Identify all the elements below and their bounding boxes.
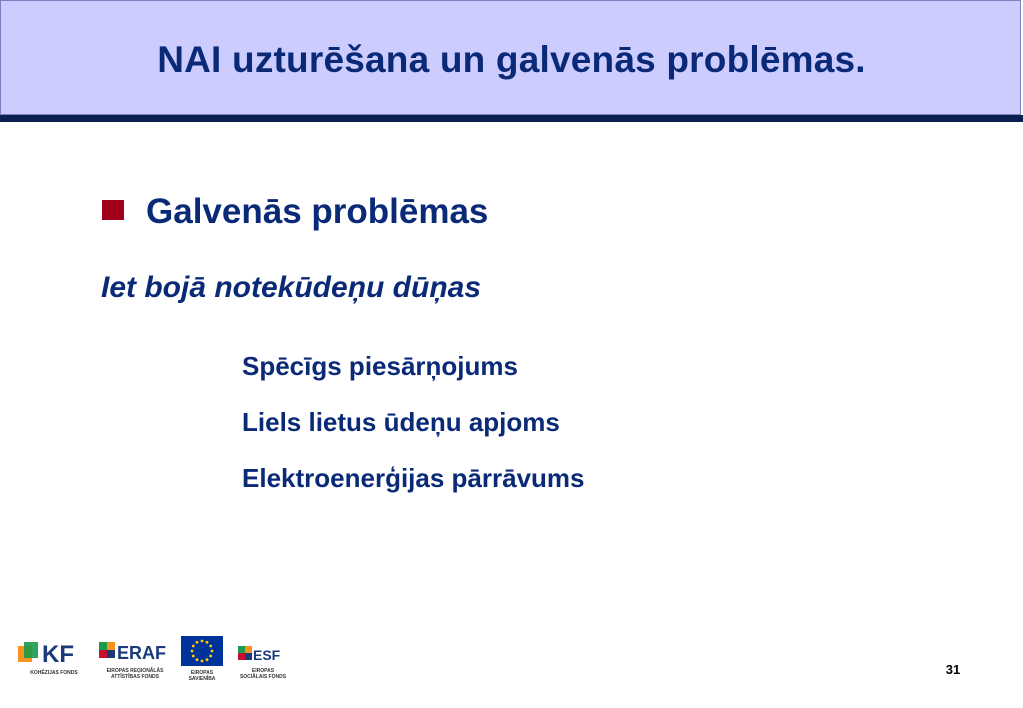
esf-logo-caption: EIROPAS SOCIĀLAIS FONDS [239,668,287,680]
erf-logo-caption: EIROPAS REĢIONĀLĀS ATTĪSTĪBAS FONDS [106,668,164,680]
problem-item: Spēcīgs piesārņojums [242,351,518,381]
esf-logo [238,636,288,682]
eu-flag-logo [181,636,223,680]
section-heading: Galvenās problēmas [146,192,489,231]
kf-logo-mark-icon [18,636,90,670]
esf-logo-mark: ESF [253,647,281,663]
slide-title: NAI uzturēšana un galvenās problēmas. [157,39,866,80]
erf-logo-mark-icon [97,636,173,666]
title-divider [0,115,1023,122]
page-number: 31 [945,662,961,677]
problem-item: Elektroenerģijas pārrāvums [242,463,585,493]
kf-logo-mark: KF [42,641,74,668]
kf-logo [18,636,90,680]
kf-logo-caption: KOHĒZIJAS FONDS [30,670,78,676]
subheading: Iet bojā notekūdeņu dūņas [101,271,482,304]
eu-flag-caption: EIROPAS SAVIENĪBA [188,670,216,682]
eu-flag-icon [181,636,223,666]
problem-item: Liels lietus ūdeņu apjoms [242,407,560,437]
erf-logo-mark: ERAF [117,643,166,663]
esf-logo-mark-icon [238,636,288,666]
erf-logo [97,636,173,684]
square-bullet-icon [102,200,124,220]
